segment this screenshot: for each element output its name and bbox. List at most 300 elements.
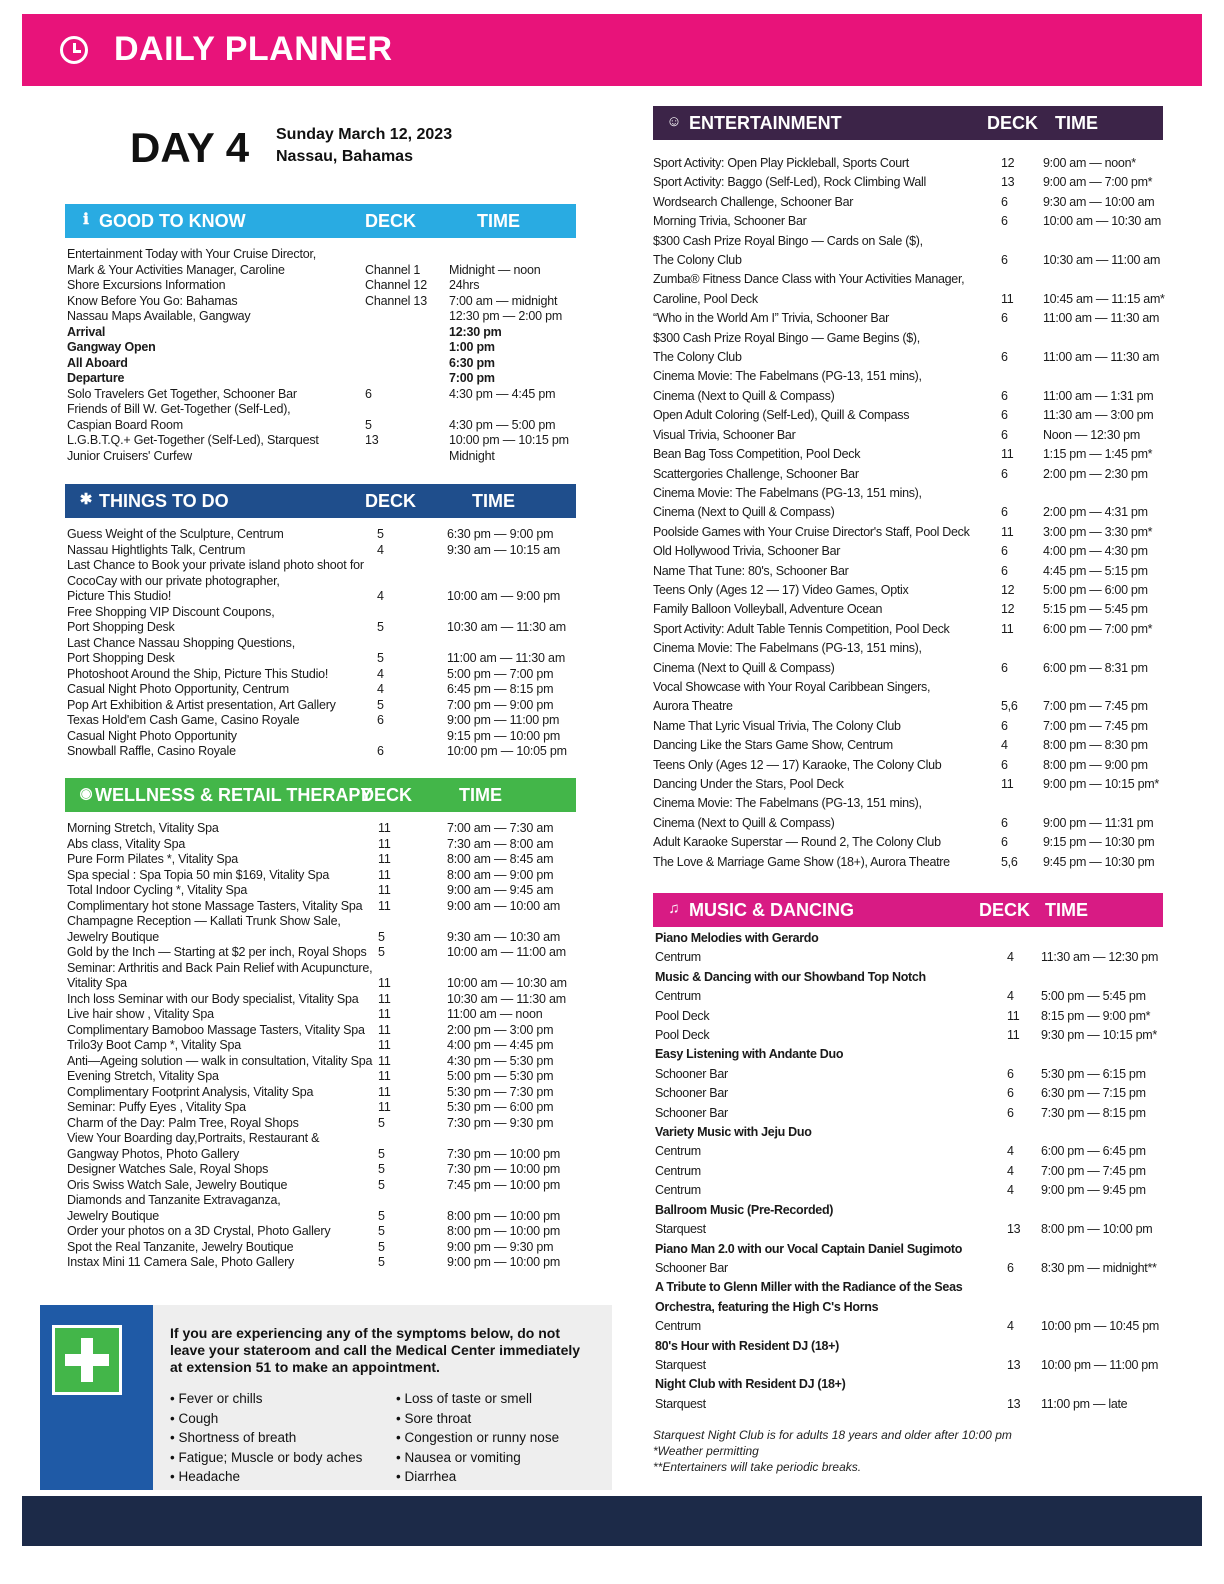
list-item xyxy=(67,1038,577,1054)
time-cell: 9:00 pm — 9:45 pm xyxy=(1041,1183,1146,1198)
time-cell: 9:00 am — 7:00 pm* xyxy=(1043,175,1153,190)
time-cell: 7:00 am — midnight xyxy=(449,293,558,308)
list-item xyxy=(653,484,1193,503)
list-item xyxy=(67,1255,577,1271)
activity-cell: Schooner Bar xyxy=(655,1086,728,1101)
time-cell: 8:00 pm — 8:30 pm xyxy=(1043,738,1148,753)
activity-cell: Cinema Movie: The Fabelmans (PG-13, 151 mins), xyxy=(653,641,922,656)
time-cell: 7:30 pm — 8:15 pm xyxy=(1041,1105,1146,1120)
list-item xyxy=(67,1007,577,1023)
deck-cell: 5,6 xyxy=(1001,854,1018,869)
deck-cell: 4 xyxy=(377,682,384,696)
activity-cell: Nassau Hightlights Talk, Centrum xyxy=(67,542,246,557)
activity-cell: Casual Night Photo Opportunity, Centrum xyxy=(67,682,289,696)
list-item xyxy=(653,678,1193,697)
time-cell: 4:30 pm — 5:30 pm xyxy=(447,1053,554,1068)
deck-cell: 6 xyxy=(1007,1260,1014,1275)
deck-cell: 6 xyxy=(1001,214,1008,229)
activity-cell: Spot the Real Tanzanite, Jewelry Boutique xyxy=(67,1239,294,1254)
activity-cell: Oris Swiss Watch Sale, Jewelry Boutique xyxy=(67,1177,288,1192)
symptom-item: • Fever or chills xyxy=(170,1391,263,1406)
activity-cell: Total Indoor Cycling *, Vitality Spa xyxy=(67,883,248,897)
activity-cell: Junior Cruisers' Curfew xyxy=(67,448,192,463)
list-item xyxy=(67,433,577,449)
list-item xyxy=(653,833,1193,852)
deck-cell: 11 xyxy=(378,976,391,990)
list-item xyxy=(67,1209,577,1225)
list-item xyxy=(67,1116,577,1132)
deck-cell: 4 xyxy=(1007,1144,1014,1159)
symptom-item: • Fatigue; Muscle or body aches xyxy=(170,1449,363,1465)
deck-cell: 13 xyxy=(1007,1222,1021,1237)
deck-column-header: DECK xyxy=(365,491,417,511)
music-note-icon: ♫ xyxy=(668,900,680,917)
activity-cell: Dancing Under the Stars, Pool Deck xyxy=(653,777,844,791)
list-item xyxy=(67,1023,577,1039)
list-item xyxy=(653,814,1193,833)
deck-cell: 11 xyxy=(378,1022,391,1037)
list-item xyxy=(653,329,1193,348)
time-cell: 7:30 pm — 9:30 pm xyxy=(447,1115,554,1130)
activity-cell: Picture This Studio! xyxy=(67,589,172,603)
deck-cell: 5 xyxy=(378,1146,385,1161)
activity-cell: Centrum xyxy=(655,950,701,965)
list-item xyxy=(653,154,1193,173)
deck-cell: 6 xyxy=(1001,505,1008,520)
deck-cell: 6 xyxy=(377,744,384,758)
entertainment-list xyxy=(653,154,1193,872)
deck-cell: 6 xyxy=(1001,311,1008,326)
deck-cell: 6 xyxy=(1001,408,1008,423)
list-item xyxy=(67,620,577,636)
deck-cell: Channel 13 xyxy=(365,293,427,308)
activity-cell: Free Shopping VIP Discount Coupons, xyxy=(67,604,275,619)
activity-cell: Cinema Movie: The Fabelmans (PG-13, 151 mins), xyxy=(653,369,922,384)
activity-cell: All Aboard xyxy=(67,355,128,370)
activity-cell: Aurora Theatre xyxy=(653,699,733,714)
activity-cell: Cinema (Next to Quill & Compass) xyxy=(653,388,835,403)
deck-cell: 11 xyxy=(1001,447,1014,462)
list-item xyxy=(653,794,1193,813)
time-cell: 11:30 am — 12:30 pm xyxy=(1041,950,1159,965)
activity-cell: Complimentary Bamoboo Massage Tasters, Vitality Spa xyxy=(67,1022,365,1037)
deck-column-header: DECK xyxy=(365,211,417,231)
list-item xyxy=(67,636,577,652)
deck-cell: 13 xyxy=(1007,1357,1021,1372)
list-item xyxy=(653,562,1193,581)
list-item xyxy=(67,402,577,418)
list-item xyxy=(655,1026,1195,1045)
list-item xyxy=(655,1317,1195,1336)
activity-cell: Name That Tune: 80's, Schooner Bar xyxy=(653,563,849,578)
time-cell: 8:00 pm — 10:00 pm xyxy=(447,1208,561,1223)
deck-cell: 6 xyxy=(1001,427,1008,442)
list-item xyxy=(67,1147,577,1163)
activity-cell: Open Adult Coloring (Self-Led), Quill & Compass xyxy=(653,408,910,423)
deck-cell: 6 xyxy=(1007,1086,1014,1101)
day-info xyxy=(276,124,452,168)
things-to-do-list xyxy=(67,527,577,760)
activity-cell: Bean Bag Toss Competition, Pool Deck xyxy=(653,447,861,462)
deck-cell: 11 xyxy=(378,1069,391,1083)
list-item xyxy=(655,1123,1195,1142)
time-cell: 11:00 pm — late xyxy=(1041,1396,1128,1411)
deck-cell: 4 xyxy=(377,542,384,557)
deck-cell: 5 xyxy=(377,697,384,712)
time-cell: 8:00 am — 9:00 pm xyxy=(447,867,554,882)
time-cell: 8:30 pm — midnight** xyxy=(1041,1260,1157,1275)
list-item xyxy=(653,697,1193,716)
time-cell: 4:00 pm — 4:30 pm xyxy=(1043,544,1148,559)
activity-cell: Cinema Movie: The Fabelmans (PG-13, 151 mins), xyxy=(653,485,922,500)
symptom-item: • Sore throat xyxy=(396,1410,472,1426)
deck-cell: 6 xyxy=(1001,350,1008,365)
list-item xyxy=(655,1298,1195,1317)
time-column-header: TIME xyxy=(472,491,515,511)
list-item xyxy=(653,581,1193,600)
time-cell: 6:30 pm — 9:00 pm xyxy=(447,527,554,541)
activity-cell: Abs class, Vitality Spa xyxy=(67,836,186,851)
deck-cell: 11 xyxy=(378,867,391,882)
deck-cell: 4 xyxy=(1001,738,1008,753)
activity-cell: Schooner Bar xyxy=(655,1260,728,1275)
time-cell: 5:15 pm — 5:45 pm xyxy=(1043,602,1148,617)
list-item xyxy=(67,574,577,590)
time-cell: 11:00 am — 1:31 pm xyxy=(1043,388,1154,403)
list-item xyxy=(67,371,577,387)
activity-cell: Friends of Bill W. Get-Together (Self-Led), xyxy=(67,402,291,416)
time-cell: 9:00 pm — 10:00 pm xyxy=(447,1255,561,1269)
deck-cell: 13 xyxy=(1001,175,1015,190)
activity-cell: Adult Karaoke Superstar — Round 2, The Colony Club xyxy=(653,835,941,850)
deck-cell: 11 xyxy=(1001,621,1014,636)
list-item xyxy=(655,1395,1195,1414)
activity-cell: Diamonds and Tanzanite Extravaganza, xyxy=(67,1193,281,1207)
time-cell: 10:00 pm — 10:05 pm xyxy=(447,744,567,758)
activity-cell: Schooner Bar xyxy=(655,1105,728,1120)
list-item xyxy=(653,600,1193,619)
time-cell: 10:00 am — 9:00 pm xyxy=(447,589,561,603)
activity-cell: Family Balloon Volleyball, Adventure Ocean xyxy=(653,602,883,617)
deck-cell: 6 xyxy=(1001,835,1008,850)
list-item xyxy=(67,837,577,853)
activity-cell: Orchestra, featuring the High C's Horns xyxy=(655,1299,879,1314)
list-item xyxy=(67,961,577,977)
list-item xyxy=(653,251,1193,270)
activity-cell: Departure xyxy=(67,371,125,385)
list-item xyxy=(67,667,577,683)
activity-cell: Sport Activity: Adult Table Tennis Competition, Pool Deck xyxy=(653,621,950,636)
list-item xyxy=(67,527,577,543)
activity-cell: “Who in the World Am I” Trivia, Schooner Bar xyxy=(653,311,889,326)
list-item xyxy=(655,1201,1195,1220)
list-item xyxy=(67,899,577,915)
medical-message: If you are experiencing any of the symptoms below, do not leave your stateroom and call the Medical Center immediately at extension 51 to make an appointment. xyxy=(170,1325,581,1375)
symptom-item: • Diarrhea xyxy=(396,1469,457,1484)
time-cell: 8:00 am — 8:45 am xyxy=(447,852,554,866)
time-cell: 4:30 pm — 5:00 pm xyxy=(449,417,556,432)
header-banner xyxy=(22,14,1202,86)
list-item xyxy=(653,523,1193,542)
time-cell: 9:15 pm — 10:00 pm xyxy=(447,728,561,743)
deck-cell: 5 xyxy=(378,1177,385,1192)
time-cell: 6:30 pm xyxy=(449,355,495,370)
music-header xyxy=(653,893,1163,927)
activity-cell: Centrum xyxy=(655,1163,701,1178)
time-cell: 2:00 pm — 2:30 pm xyxy=(1043,466,1148,481)
masks-icon: ☺ xyxy=(666,113,682,130)
time-cell: 7:00 pm — 7:45 pm xyxy=(1041,1163,1146,1178)
activity-cell: Evening Stretch, Vitality Spa xyxy=(67,1069,219,1083)
footnote: Starquest Night Club is for adults 18 years and older after 10:00 pm xyxy=(653,1428,1012,1442)
activity-cell: Photoshoot Around the Ship, Picture This Studio! xyxy=(67,666,329,681)
activity-cell: Solo Travelers Get Together, Schooner Bar xyxy=(67,386,297,401)
activity-cell: Complimentary hot stone Massage Tasters, Vitality Spa xyxy=(67,898,363,913)
time-cell: 10:00 am — 10:30 am xyxy=(1043,214,1161,229)
list-item xyxy=(655,1356,1195,1375)
time-column-header: TIME xyxy=(1055,113,1098,133)
deck-cell: 11 xyxy=(1001,777,1014,791)
list-item xyxy=(653,193,1193,212)
deck-cell: 6 xyxy=(1007,1066,1014,1081)
person-icon: ✱ xyxy=(79,491,93,508)
activity-cell: Piano Man 2.0 with our Vocal Captain Daniel Sugimoto xyxy=(655,1241,963,1256)
activity-cell: Centrum xyxy=(655,989,701,1004)
time-cell: 7:45 pm — 10:00 pm xyxy=(447,1177,561,1192)
list-item xyxy=(655,1065,1195,1084)
list-item xyxy=(67,1069,577,1085)
list-item xyxy=(655,1142,1195,1161)
list-item xyxy=(67,1162,577,1178)
list-item xyxy=(655,987,1195,1006)
activity-cell: Starquest xyxy=(655,1222,706,1237)
list-item xyxy=(67,1224,577,1240)
list-item xyxy=(67,247,577,263)
time-cell: Midnight xyxy=(449,448,495,463)
day-label: DAY 4 xyxy=(130,124,250,171)
list-item xyxy=(655,1104,1195,1123)
deck-column-header: DECK xyxy=(987,113,1039,133)
time-cell: 2:00 pm — 3:00 pm xyxy=(447,1022,554,1037)
activity-cell: $300 Cash Prize Royal Bingo — Game Begins ($), xyxy=(653,330,920,345)
time-cell: Noon — 12:30 pm xyxy=(1043,427,1140,442)
time-cell: 10:00 am — 11:00 am xyxy=(447,945,566,959)
list-item xyxy=(67,558,577,574)
time-cell: 5:00 pm — 5:30 pm xyxy=(447,1069,554,1083)
activity-cell: Pure Form Pilates *, Vitality Spa xyxy=(67,852,239,866)
clock-icon xyxy=(60,36,88,64)
time-cell: 7:30 pm — 10:00 pm xyxy=(447,1162,561,1176)
activity-cell: Entertainment Today with Your Cruise Director, xyxy=(67,247,317,261)
deck-column-header: DECK xyxy=(361,785,413,805)
deck-cell: 5 xyxy=(378,1239,385,1254)
symptom-item: • Cough xyxy=(170,1410,219,1426)
list-item xyxy=(655,1375,1195,1394)
activity-cell: Wordsearch Challenge, Schooner Bar xyxy=(653,194,854,209)
activity-cell: Charm of the Day: Palm Tree, Royal Shops xyxy=(67,1115,299,1130)
list-item xyxy=(653,270,1193,289)
list-item xyxy=(653,659,1193,678)
deck-cell: 11 xyxy=(378,852,391,866)
list-item xyxy=(653,445,1193,464)
footer-bar xyxy=(22,1496,1202,1546)
list-item xyxy=(67,263,577,279)
list-item xyxy=(67,325,577,341)
deck-cell: 4 xyxy=(1007,1183,1014,1198)
list-item xyxy=(655,1278,1195,1297)
activity-cell: Seminar: Puffy Eyes , Vitality Spa xyxy=(67,1100,246,1114)
activity-cell: Variety Music with Jeju Duo xyxy=(655,1125,812,1140)
activity-cell: Casual Night Photo Opportunity xyxy=(67,728,237,743)
list-item xyxy=(653,426,1193,445)
list-item xyxy=(655,929,1195,948)
time-cell: 8:00 pm — 9:00 pm xyxy=(1043,757,1148,772)
deck-cell: 4 xyxy=(1007,950,1014,965)
activity-cell: Mark & Your Activities Manager, Caroline xyxy=(67,262,285,277)
time-cell: 7:00 pm — 7:45 pm xyxy=(1043,699,1148,714)
deck-cell: 4 xyxy=(377,589,384,603)
time-cell: 6:00 pm — 6:45 pm xyxy=(1041,1144,1146,1159)
deck-cell: 11 xyxy=(378,898,391,913)
activity-cell: Starquest xyxy=(655,1396,706,1411)
deck-cell: 5 xyxy=(365,417,372,432)
activity-cell: Scattergories Challenge, Schooner Bar xyxy=(653,466,859,481)
list-item xyxy=(655,1084,1195,1103)
time-cell: 10:45 am — 11:15 am* xyxy=(1043,291,1165,306)
day-date: Sunday March 12, 2023 xyxy=(276,126,453,143)
time-cell: Midnight — noon xyxy=(449,262,541,277)
activity-cell: Centrum xyxy=(655,1319,701,1334)
time-cell: 7:00 pm xyxy=(449,371,495,385)
activity-cell: View Your Boarding day,Portraits, Restaurant & xyxy=(67,1131,320,1145)
list-item xyxy=(67,713,577,729)
time-column-header: TIME xyxy=(1045,900,1088,920)
time-cell: 9:00 am — 10:00 am xyxy=(447,898,561,913)
time-cell: 5:30 pm — 6:15 pm xyxy=(1041,1066,1146,1081)
list-item xyxy=(653,348,1193,367)
time-cell: 6:30 pm — 7:15 pm xyxy=(1041,1086,1146,1101)
activity-cell: L.G.B.T.Q.+ Get-Together (Self-Led), Starquest xyxy=(67,433,319,447)
time-column-header: TIME xyxy=(477,211,520,231)
activity-cell: Anti—Ageing solution — walk in consultation, Vitality Spa xyxy=(67,1053,373,1068)
deck-cell: 11 xyxy=(378,1084,391,1099)
deck-cell: 11 xyxy=(1001,524,1014,539)
deck-cell: 5 xyxy=(377,620,384,634)
wellness-list xyxy=(67,821,577,1271)
list-item xyxy=(67,852,577,868)
activity-cell: Pop Art Exhibition & Artist presentation, Art Gallery xyxy=(67,697,336,712)
list-item xyxy=(653,620,1193,639)
deck-cell: 11 xyxy=(378,883,391,897)
list-item xyxy=(655,1220,1195,1239)
time-cell: 5:30 pm — 7:30 pm xyxy=(447,1084,554,1099)
deck-cell: 4 xyxy=(1007,989,1014,1004)
time-cell: 10:30 am — 11:00 am xyxy=(1043,253,1161,268)
list-item xyxy=(653,756,1193,775)
page-title: DAILY PLANNER xyxy=(114,30,393,68)
activity-cell: Know Before You Go: Bahamas xyxy=(67,293,238,308)
activity-cell: Gangway Photos, Photo Gallery xyxy=(67,1146,240,1161)
list-item xyxy=(67,945,577,961)
deck-cell: 6 xyxy=(1001,253,1008,268)
deck-cell: 12 xyxy=(1001,602,1015,617)
list-item xyxy=(67,868,577,884)
activity-cell: Morning Stretch, Vitality Spa xyxy=(67,821,219,835)
list-item xyxy=(67,698,577,714)
list-item xyxy=(655,1337,1195,1356)
list-item xyxy=(67,589,577,605)
deck-cell: 6 xyxy=(1001,757,1008,772)
list-item xyxy=(67,1054,577,1070)
deck-cell: 4 xyxy=(1007,1163,1014,1178)
time-cell: 1:00 pm xyxy=(449,340,495,354)
time-cell: 7:00 pm — 9:00 pm xyxy=(447,697,554,712)
spa-icon: ◉ xyxy=(79,785,93,802)
activity-cell: Order your photos on a 3D Crystal, Photo Gallery xyxy=(67,1224,331,1238)
symptom-item: • Headache xyxy=(170,1469,241,1484)
list-item xyxy=(653,387,1193,406)
time-cell: 9:45 pm — 10:30 pm xyxy=(1043,854,1155,869)
list-item xyxy=(655,1162,1195,1181)
time-cell: 7:00 am — 7:30 am xyxy=(447,821,554,835)
activity-cell: Zumba® Fitness Dance Class with Your Activities Manager, xyxy=(653,272,965,287)
list-item xyxy=(653,542,1193,561)
activity-cell: Nassau Maps Available, Gangway xyxy=(67,309,251,323)
good-to-know-header xyxy=(65,204,576,238)
deck-cell: 6 xyxy=(1001,544,1008,559)
list-item xyxy=(655,968,1195,987)
list-item xyxy=(67,1178,577,1194)
list-item xyxy=(67,930,577,946)
section-title: GOOD TO KNOW xyxy=(99,211,246,231)
activity-cell: Sport Activity: Open Play Pickleball, Sports Court xyxy=(653,156,909,170)
list-item xyxy=(655,1045,1195,1064)
time-cell: 9:30 am — 10:30 am xyxy=(447,929,561,944)
list-item xyxy=(653,232,1193,251)
list-item xyxy=(67,387,577,403)
deck-cell: 6 xyxy=(377,713,384,727)
deck-cell: 11 xyxy=(378,1053,391,1068)
activity-cell: Pool Deck xyxy=(655,1028,710,1043)
time-cell: 10:00 pm — 10:45 pm xyxy=(1041,1319,1159,1334)
deck-cell: 5 xyxy=(378,1224,385,1238)
activity-cell: The Colony Club xyxy=(653,350,742,365)
deck-cell: 11 xyxy=(1007,1028,1020,1043)
deck-cell: 6 xyxy=(1001,815,1008,830)
list-item xyxy=(67,821,577,837)
things-to-do-header xyxy=(65,484,576,518)
time-cell: 5:00 pm — 7:00 pm xyxy=(447,666,554,681)
activity-cell: Old Hollywood Trivia, Schooner Bar xyxy=(653,544,841,559)
activity-cell: Seminar: Arthritis and Back Pain Relief with Acupuncture, xyxy=(67,960,373,975)
deck-cell: 6 xyxy=(1001,718,1008,733)
activity-cell: Arrival xyxy=(67,324,106,339)
time-cell: 9:30 am — 10:15 am xyxy=(447,542,561,557)
symptom-item: • Shortness of breath xyxy=(170,1430,297,1445)
medical-panel xyxy=(40,1305,153,1490)
list-item xyxy=(67,744,577,760)
time-cell: 5:00 pm — 5:45 pm xyxy=(1041,989,1146,1004)
good-to-know-list xyxy=(67,247,577,464)
activity-cell: Caspian Board Room xyxy=(67,417,183,432)
list-item xyxy=(67,1085,577,1101)
time-cell: 9:30 pm — 10:15 pm* xyxy=(1041,1028,1157,1043)
activity-cell: Complimentary Footprint Analysis, Vitality Spa xyxy=(67,1084,314,1099)
activity-cell: Shore Excursions Information xyxy=(67,278,226,292)
deck-cell: 5 xyxy=(378,945,385,959)
list-item xyxy=(67,1240,577,1256)
activity-cell: Champagne Reception — Kallati Trunk Show Sale, xyxy=(67,914,341,928)
